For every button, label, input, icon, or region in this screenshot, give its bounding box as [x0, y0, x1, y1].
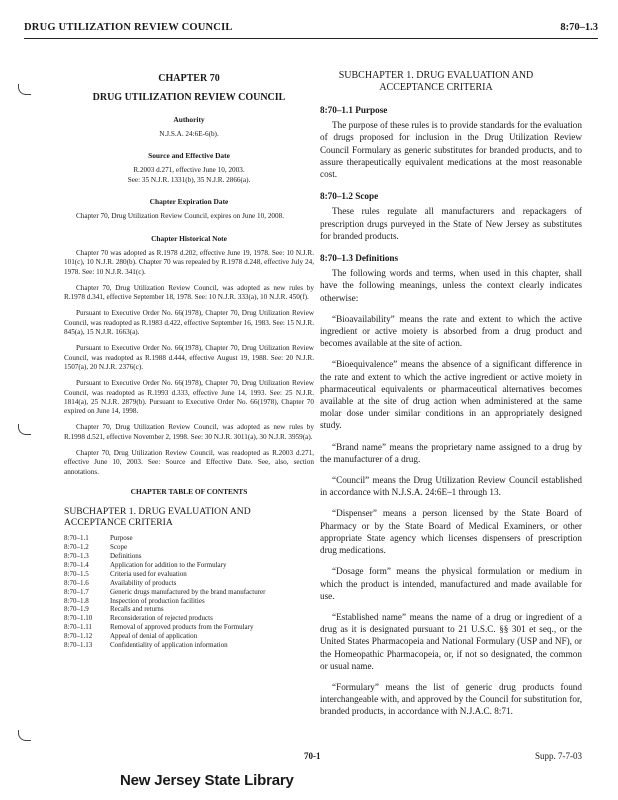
history-note: Pursuant to Executive Order No. 66(1978), Chapter 70, Drug Utilization Review Council, was readopted as R.1988 d.444, effective August 19, 1988. See: 20 N.J.R. 1507(a), 20 N.J.R. 2376(c).: [64, 344, 314, 371]
toc-heading: CHAPTER TABLE OF CONTENTS: [130, 486, 248, 496]
page-number: 70-1: [304, 751, 321, 761]
toc-number: 8:70–1.6: [64, 578, 89, 587]
toc-title: Inspection of production facilities: [110, 596, 205, 605]
margin-mark: [18, 730, 31, 741]
section-heading: 8:70–1.3 Definitions: [320, 253, 399, 264]
library-stamp: New Jersey State Library: [120, 772, 294, 789]
section-text: The following words and terms, when used in this chapter, shall have the following meanings, unless the context clearly indicates otherwise:: [320, 268, 582, 303]
toc-number: 8:70–1.1: [64, 534, 89, 543]
section-text: The purpose of these rules is to provide standards for the evaluation of drugs proposed for inclusion in the Drug Utilization Review Council Formulary as generic substitutes for branded products, and to assure therapeutically equivalent medications at the most reasonable cost.: [320, 120, 582, 180]
source-line: R.2003 d.271, effective June 10, 2003.: [133, 166, 245, 175]
toc-title: Criteria used for evaluation: [110, 569, 187, 578]
definition: “Bioequivalence” means the absence of a significant difference in the rate and extent to which the active ingredient or active moiety in pharmaceutical equivalents or pharmaceutical alternatives becomes available at the site of drug action when administered at the same molar dose under similar conditions in an appropriately designed study.: [320, 359, 582, 431]
definition: “Dosage form” means the physical formulation or medium in which the product is intended, manufactured and made available for use.: [320, 566, 582, 601]
history-note: Chapter 70 was adopted as R.1978 d.202, effective June 19, 1978. See: 10 N.J.R. 101(c), 10 N.J.R. 280(b). Chapter 70 was repealed by R.1978 d.248, effective July 24, 1978. See: 10 N.J.R. 341(c).: [64, 248, 314, 276]
source-heading: Source and Effective Date: [148, 151, 230, 161]
header-title: DRUG UTILIZATION REVIEW COUNCIL: [24, 22, 233, 33]
definition: “Dispenser” means a person licensed by the State Board of Pharmacy or by the State Board of Medical Examiners, or other appropriate State agency which licenses dispensers of prescription drug medications.: [320, 508, 582, 556]
toc-title: Availability of products: [110, 578, 177, 587]
toc-number: 8:70–1.9: [64, 605, 89, 614]
margin-mark: [18, 84, 31, 95]
chapter-name: DRUG UTILIZATION REVIEW COUNCIL: [92, 92, 286, 104]
expiration-heading: Chapter Expiration Date: [149, 197, 229, 207]
toc-number: 8:70–1.3: [64, 552, 89, 561]
source-line: See: 35 N.J.R. 1331(b), 35 N.J.R. 2866(a).: [127, 175, 251, 184]
toc-title: Appeal of denial of application: [110, 632, 198, 641]
supplement-date: Supp. 7-7-03: [535, 751, 582, 761]
history-note: Chapter 70, Drug Utilization Review Council, was readopted as R.2003 d.271, effective June 10, 2003. See: Source and Effective Date. See, also, section annotations.: [64, 449, 314, 476]
chapter-number: CHAPTER 70: [158, 73, 220, 84]
header-section: 8:70–1.3: [560, 22, 598, 33]
toc-number: 8:70–1.2: [64, 543, 89, 552]
definition: “Brand name” means the proprietary name assigned to a drug by the manufacturer of a drug.: [320, 441, 582, 464]
toc-number: 8:70–1.5: [64, 569, 89, 578]
toc-title: Removal of approved products from the Formulary: [110, 623, 254, 632]
toc-title: Scope: [110, 543, 128, 552]
authority-text: N.J.S.A. 24:6E-6(b).: [159, 129, 219, 138]
toc-number: 8:70–1.10: [64, 614, 93, 623]
table-of-contents: [64, 534, 314, 650]
right-column: [320, 70, 582, 727]
toc-title: Definitions: [110, 552, 142, 561]
toc-number: 8:70–1.11: [64, 623, 92, 632]
definition: “Formulary” means the list of generic drug products found interchangeable with, and approved by the Council for substitution for, branded products, in accordance with N.J.A.C. 8:71.: [320, 681, 582, 717]
expiration-text: Chapter 70, Drug Utilization Review Council, expires on June 10, 2008.: [76, 212, 285, 221]
toc-number: 8:70–1.13: [64, 641, 93, 650]
authority-heading: Authority: [173, 114, 205, 124]
history-note: Pursuant to Executive Order No. 66(1978), Chapter 70, Drug Utilization Review Council, was readopted as R.1993 d.333, effective June 14, 1993. See: 25 N.J.R. 1814(a), 25 N.J.R. 2879(b). Pursuant to Executive Order No. 66(1978), Chapter 70 expired on June 14, 1998.: [64, 379, 314, 416]
history-note: Pursuant to Executive Order No. 66(1978), Chapter 70, Drug Utilization Review Council, was readopted as R.1983 d.422, effective September 16, 1983. See: 15 N.J.R. 845(a), 15 N.J.R. 1663(a).: [64, 309, 314, 337]
definition: “Bioavailability” means the rate and extent to which the active ingredient or active moiety is absorbed from a drug product and becomes available at the site of action.: [320, 313, 582, 349]
history-note: Chapter 70, Drug Utilization Review Council, was adopted as new rules by R.1978 d.341, effective September 18, 1978. See: 10 N.J.R. 333(a), 10 N.J.R. 450(f).: [64, 283, 314, 302]
toc-number: 8:70–1.4: [64, 560, 89, 569]
toc-number: 8:70–1.12: [64, 632, 93, 641]
toc-title: Purpose: [110, 534, 133, 543]
history-note: Chapter 70, Drug Utilization Review Council, was adopted as new rules by R.1998 d.521, effective November 2, 1998. See: 30 N.J.R. 3011(a), 30 N.J.R. 3959(a).: [64, 423, 314, 441]
section-heading: 8:70–1.2 Scope: [320, 191, 379, 202]
toc-title: Recalls and returns: [110, 605, 164, 614]
toc-title: Application for addition to the Formulary: [110, 560, 227, 569]
margin-mark: [18, 424, 31, 435]
running-header: [24, 22, 598, 39]
left-column: [64, 70, 314, 650]
toc-title: Confidentiality of application information: [110, 641, 228, 650]
section-text: These rules regulate all manufacturers and repackagers of prescription drugs purveyed in the State of New Jersey as substitutes for branded products.: [320, 206, 582, 241]
toc-title: Reconsideration of rejected products: [110, 614, 213, 623]
toc-number: 8:70–1.8: [64, 596, 89, 605]
subchapter-title: SUBCHAPTER 1. DRUG EVALUATION AND ACCEPTANCE CRITERIA: [338, 70, 534, 93]
history-heading: Chapter Historical Note: [151, 233, 227, 243]
toc-subchapter: SUBCHAPTER 1. DRUG EVALUATION AND ACCEPTANCE CRITERIA: [64, 506, 251, 529]
definition: “Council” means the Drug Utilization Review Council established in accordance with N.J.S.A. 24:6E–1 through 13.: [320, 475, 582, 498]
toc-number: 8:70–1.7: [64, 587, 89, 596]
section-heading: 8:70–1.1 Purpose: [320, 105, 388, 115]
toc-title: Generic drugs manufactured by the brand manufacturer: [110, 587, 266, 596]
definition: “Established name” means the name of a drug or ingredient of a drug as it is designated pursuant to 21 U.S.C. §§ 301 et seq., or the United States Pharmacopeia and National Formulary (USP and NF), or the Homeopathic Pharmacopeia, or, if not so designated, the common or usual name.: [320, 611, 582, 671]
